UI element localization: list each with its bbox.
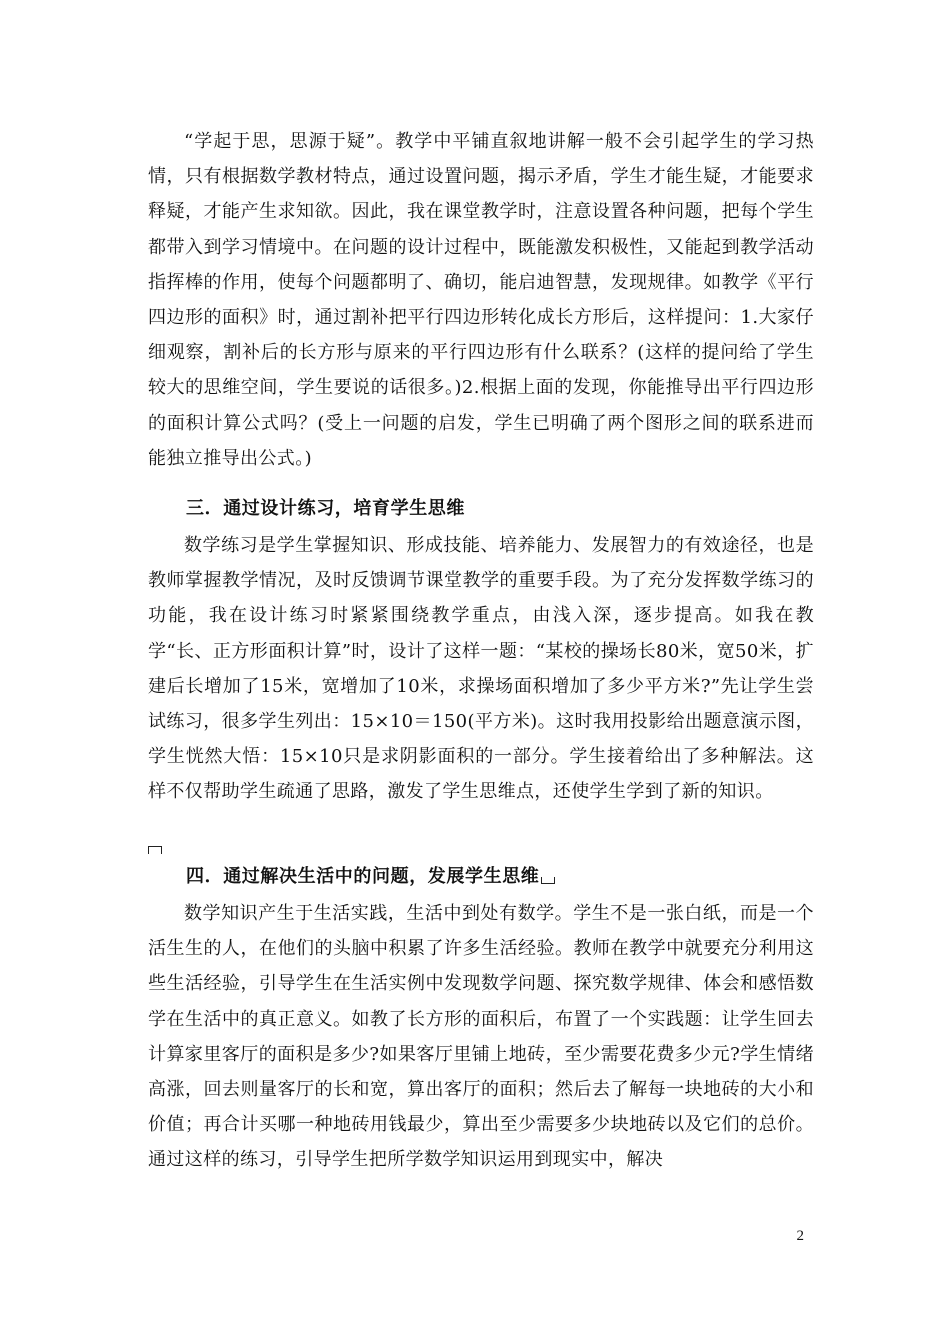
page-number: 2 (796, 1228, 804, 1244)
paragraph-exercises (148, 528, 814, 810)
revision-mark-icon (541, 877, 555, 884)
heading-text: 四．通过解决生活中的问题，发展学生思维 (186, 866, 540, 887)
paragraph-questioning (148, 124, 814, 476)
paragraph-life-problems (148, 896, 814, 1178)
section-heading-4 (186, 862, 555, 888)
section-heading-3: 三．通过设计练习，培育学生思维 (186, 498, 465, 519)
paragraph-text: 数学知识产生于生活实践，生活中到处有数学。学生不是一张白纸，而是一个活生生的人，在他们的头脑中积累了许多生活经验。教师在教学中就要充分利用这些生活经验，引导学生在生活实例中发现数学问题、探究数学规律、体会和感悟数学在生活中的真正意义。如教了长方形的面积后，布置了一个实践题：让学生回去计算家里客厅的面积是多少?如果客厅里铺上地砖，至少需要花费多少元?学生情绪高涨，回去则量客厅的长和宽，算出客厅的面积；然后去了解每一块地砖的大小和价值；再合计买哪一种地砖用钱最少，算出至少需要多少块地砖以及它们的总价。通过这样的练习，引导学生把所学数学知识运用到现实中，解决 (148, 903, 814, 1171)
revision-mark-icon (148, 846, 162, 854)
paragraph-text: 数学练习是学生掌握知识、形成技能、培养能力、发展智力的有效途径，也是教师掌握教学情况，及时反馈调节课堂教学的重要手段。为了充分发挥数学练习的功能，我在设计练习时紧紧围绕教学重点，由浅入深，逐步提高。如我在教学“长、正方形面积计算”时，设计了这样一题：“某校的操场长80米，宽50米，扩建后长增加了15米，宽增加了10米，求操场面积增加了多少平方米?”先让学生尝试练习，很多学生列出：15×10＝150(平方米)。这时我用投影给出题意演示图，学生恍然大悟：15×10只是求阴影面积的一部分。学生接着给出了多种解法。这样不仅帮助学生疏通了思路，激发了学生思维点，还使学生学到了新的知识。 (148, 535, 814, 803)
paragraph-text: “学起于思，思源于疑”。教学中平铺直叙地讲解一般不会引起学生的学习热情，只有根据数学教材特点，通过设置问题，揭示矛盾，学生才能生疑，才能要求释疑，才能产生求知欲。因此，我在课堂教学时，注意设置各种问题，把每个学生都带入到学习情境中。在问题的设计过程中，既能激发积极性，又能起到教学活动指挥棒的作用，使每个问题都明了、确切，能启迪智慧，发现规律。如教学《平行四边形的面积》时，通过割补把平行四边形转化成长方形后，这样提问：1.大家仔细观察，割补后的长方形与原来的平行四边形有什么联系？(这样的提问给了学生较大的思维空间，学生要说的话很多。)2.根据上面的发现，你能推导出平行四边形的面积计算公式吗？(受上一问题的启发，学生已明确了两个图形之间的联系进而能独立推导出公式。) (148, 131, 814, 469)
